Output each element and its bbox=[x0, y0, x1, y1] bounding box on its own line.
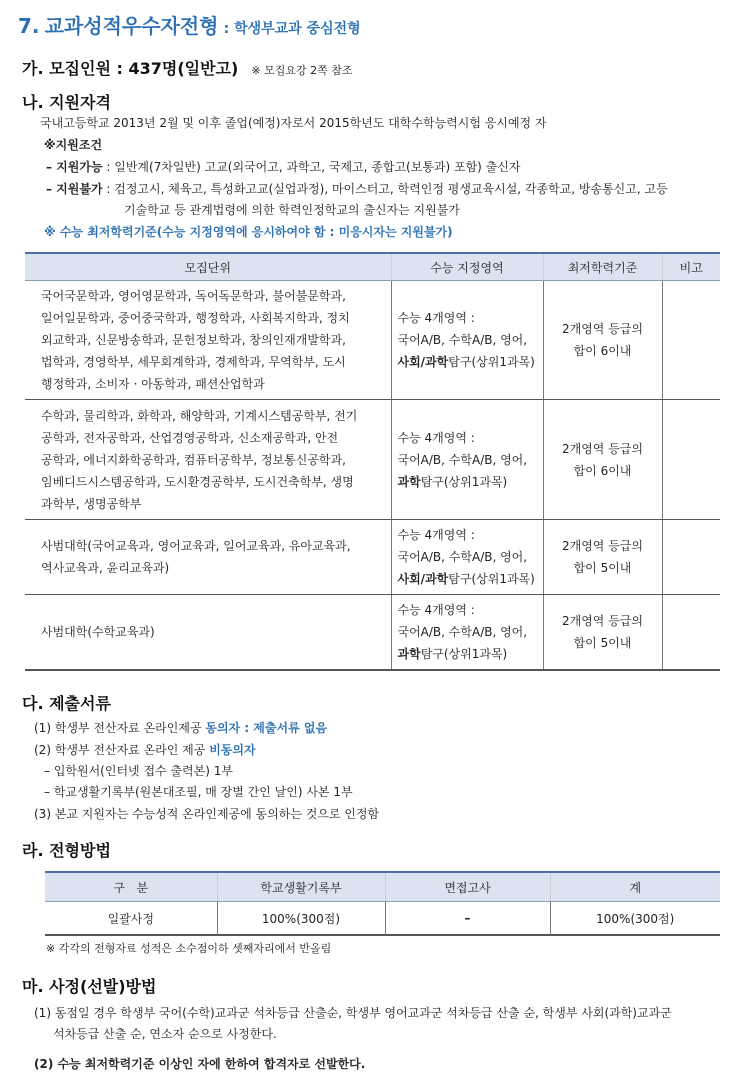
section-ra-heading: 라. 전형방법 bbox=[22, 841, 111, 860]
remarks-cell bbox=[662, 281, 720, 400]
denied-label: – 지원불가 bbox=[46, 182, 103, 196]
minimum-line: 합이 5이내 bbox=[573, 561, 632, 575]
minimum-line: 합이 6이내 bbox=[573, 344, 632, 358]
area-rest: 탐구(상위1과목) bbox=[448, 572, 535, 586]
minimum-line: 2개영역 등급의 bbox=[561, 613, 643, 628]
header-minimum: 최저학력기준 bbox=[543, 253, 662, 281]
allowed-text: : 일반계(7차일반) 고교(외국어고, 과학고, 국제고, 종합고(보통과) 포함) 출신자 bbox=[106, 160, 521, 174]
admission-units-table bbox=[25, 252, 720, 671]
units-line: 일어일문학과, 중어중국학과, 행정학과, 사회복지학과, 정치 bbox=[41, 311, 350, 325]
documents-item-1-prefix: (1) 학생부 전산자료 온라인제공 bbox=[34, 721, 202, 735]
minimum-line: 2개영역 등급의 bbox=[561, 539, 643, 553]
area-line: 수능 4개영역 : bbox=[397, 430, 475, 445]
denied-text-1: : 검정고시, 체육고, 특성화고교(실업과정), 마이스터고, 학력인정 평생교육시설, 각종학교, 방송통신고, 고등 bbox=[106, 182, 668, 196]
units-line: 사범대학(수학교육과) bbox=[41, 624, 155, 639]
units-line: 행정학과, 소비자 · 아동학과, 패션산업학과 bbox=[41, 377, 265, 391]
area-bold: 과학 bbox=[397, 646, 421, 661]
header-units: 모집단위 bbox=[25, 253, 391, 281]
selection-item-2: (2) 수능 최저학력기준 이상인 자에 한하여 합격자로 선발한다. bbox=[34, 1057, 366, 1071]
minimum-standard-note: ※ 수능 최저학력기준(수능 지정영역에 응시하여야 함 : 미응시자는 지원불가) bbox=[44, 225, 453, 239]
cell-school-record: 100%(300점) bbox=[217, 902, 385, 936]
cell-total: 100%(300점) bbox=[550, 902, 720, 936]
area-line bbox=[398, 568, 543, 590]
table-row bbox=[25, 595, 720, 670]
allowed-row bbox=[46, 158, 520, 176]
header-category: 구 분 bbox=[45, 872, 217, 902]
denied-row bbox=[46, 180, 668, 198]
conditions-title: ※지원조건 bbox=[44, 138, 103, 152]
area-line: 수능 4개영역 : bbox=[397, 602, 475, 617]
area-line bbox=[398, 643, 543, 665]
area-rest: 탐구(상위1과목) bbox=[420, 646, 508, 661]
title-number: 7. bbox=[18, 14, 40, 38]
minimum-cell bbox=[543, 400, 662, 520]
area-cell bbox=[391, 281, 543, 400]
documents-item-2-highlight: 비동의자 bbox=[209, 743, 256, 757]
cell-category: 일괄사정 bbox=[45, 902, 217, 936]
eligibility-text: 국내고등학교 2013년 2월 및 이후 졸업(예정)자로서 2015학년도 대학수학능력시험 응시예정 자 bbox=[40, 116, 547, 130]
units-cell bbox=[25, 520, 391, 595]
units-line: 외교학과, 신문방송학과, 문헌정보학과, 창의인재개발학과, bbox=[41, 333, 346, 347]
area-line: 국어A/B, 수학A/B, 영어, bbox=[397, 550, 528, 564]
minimum-line: 합이 5이내 bbox=[573, 635, 632, 650]
cell-interview: – bbox=[385, 902, 550, 936]
table-row bbox=[45, 902, 720, 936]
header-area: 수능 지정영역 bbox=[391, 253, 543, 281]
units-cell bbox=[25, 400, 391, 520]
area-line bbox=[398, 351, 543, 373]
documents-item-2 bbox=[34, 741, 256, 759]
area-cell bbox=[391, 595, 543, 670]
units-line: 역사교육과, 윤리교육과) bbox=[41, 561, 170, 575]
minimum-line: 합이 6이내 bbox=[573, 463, 632, 478]
section-ma-heading: 마. 사정(선발)방법 bbox=[22, 977, 157, 996]
section-ga-heading: 가. 모집인원 : 437명(일반고) bbox=[22, 59, 239, 78]
minimum-cell bbox=[543, 281, 662, 400]
documents-item-1-highlight: 동의자 : 제출서류 없음 bbox=[205, 721, 328, 735]
title-subtitle: : 학생부교과 중심전형 bbox=[223, 21, 361, 37]
table-header-row bbox=[25, 253, 720, 281]
units-line: 사범대학(국어교육과, 영어교육과, 일어교육과, 유아교육과, bbox=[41, 539, 351, 553]
header-school-record: 학교생활기록부 bbox=[217, 872, 385, 902]
area-rest: 탐구(상위1과목) bbox=[420, 474, 508, 489]
documents-item-1 bbox=[34, 719, 327, 737]
header-interview: 면접고사 bbox=[385, 872, 550, 902]
units-line: 국어국문학과, 영어영문학과, 독어독문학과, 불어불문학과, bbox=[41, 289, 346, 303]
area-bold: 과학 bbox=[397, 474, 421, 489]
units-line: 법학과, 경영학부, 세무회계학과, 경제학과, 무역학부, 도시 bbox=[41, 355, 346, 369]
table-row bbox=[25, 520, 720, 595]
units-cell bbox=[25, 595, 391, 670]
area-line: 수능 4개영역 : bbox=[397, 311, 475, 325]
header-total: 계 bbox=[550, 872, 720, 902]
section-ga-note: ※ 모집요강 2쪽 참조 bbox=[251, 64, 353, 77]
units-line: 수학과, 물리학과, 화학과, 해양학과, 기계시스템공학부, 전기 bbox=[41, 408, 358, 423]
allowed-label: – 지원가능 bbox=[46, 160, 103, 174]
remarks-cell bbox=[662, 595, 720, 670]
minimum-line: 2개영역 등급의 bbox=[561, 322, 643, 336]
units-line: 임베디드시스템공학과, 도시환경공학부, 도시건축학부, 생명 bbox=[41, 474, 354, 489]
title-main: 교과성적우수자전형 bbox=[44, 14, 219, 38]
section-da-heading: 다. 제출서류 bbox=[22, 694, 111, 713]
remarks-cell bbox=[662, 520, 720, 595]
minimum-cell bbox=[543, 520, 662, 595]
area-line: 국어A/B, 수학A/B, 영어, bbox=[397, 452, 528, 467]
minimum-cell bbox=[543, 595, 662, 670]
selection-item-1-line-1: (1) 동점일 경우 학생부 국어(수학)교과군 석차등급 산출순, 학생부 영어교과군 석차등급 산출 순, 학생부 사회(과학)교과군 bbox=[34, 1006, 672, 1020]
units-line: 과학부, 생명공학부 bbox=[41, 496, 142, 511]
units-line: 공학과, 에너지화학공학과, 컴퓨터공학부, 정보통신공학과, bbox=[41, 452, 346, 467]
area-line: 국어A/B, 수학A/B, 영어, bbox=[397, 624, 528, 639]
selection-method-table bbox=[45, 871, 720, 936]
rounding-note: ※ 각각의 전형자료 성적은 소수점이하 셋째자리에서 반올림 bbox=[46, 942, 332, 955]
section-ga bbox=[22, 56, 353, 79]
area-bold: 사회/과학 bbox=[397, 572, 449, 586]
table-row bbox=[25, 281, 720, 400]
documents-sub-2: – 학교생활기록부(원본대조필, 매 장별 간인 날인) 사본 1부 bbox=[44, 785, 353, 799]
selection-item-1-line-2: 석차등급 산출 순, 연소자 순으로 사정한다. bbox=[53, 1027, 277, 1041]
documents-item-2-prefix: (2) 학생부 전산자료 온라인 제공 bbox=[34, 743, 206, 757]
minimum-line: 2개영역 등급의 bbox=[561, 441, 643, 456]
remarks-cell bbox=[662, 400, 720, 520]
area-cell bbox=[391, 520, 543, 595]
units-line: 공학과, 전자공학과, 산업경영공학과, 신소재공학과, 안전 bbox=[41, 430, 339, 445]
section-na-heading: 나. 지원자격 bbox=[22, 93, 111, 112]
area-bold: 사회/과학 bbox=[397, 355, 449, 369]
area-cell bbox=[391, 400, 543, 520]
table-header-row bbox=[45, 872, 720, 902]
units-cell bbox=[25, 281, 391, 400]
table-row bbox=[25, 400, 720, 520]
denied-text-2: 기술학교 등 관계법령에 의한 학력인정학교의 출신자는 지원불가 bbox=[124, 203, 460, 217]
area-line bbox=[398, 471, 543, 493]
area-line: 수능 4개영역 : bbox=[397, 528, 475, 542]
area-rest: 탐구(상위1과목) bbox=[448, 355, 535, 369]
documents-item-3: (3) 본교 지원자는 수능성적 온라인제공에 동의하는 것으로 인정함 bbox=[34, 807, 380, 821]
documents-sub-1: – 입학원서(인터넷 접수 출력본) 1부 bbox=[44, 764, 233, 778]
page-title bbox=[18, 10, 361, 39]
area-line: 국어A/B, 수학A/B, 영어, bbox=[397, 333, 528, 347]
header-remarks: 비고 bbox=[662, 253, 720, 281]
